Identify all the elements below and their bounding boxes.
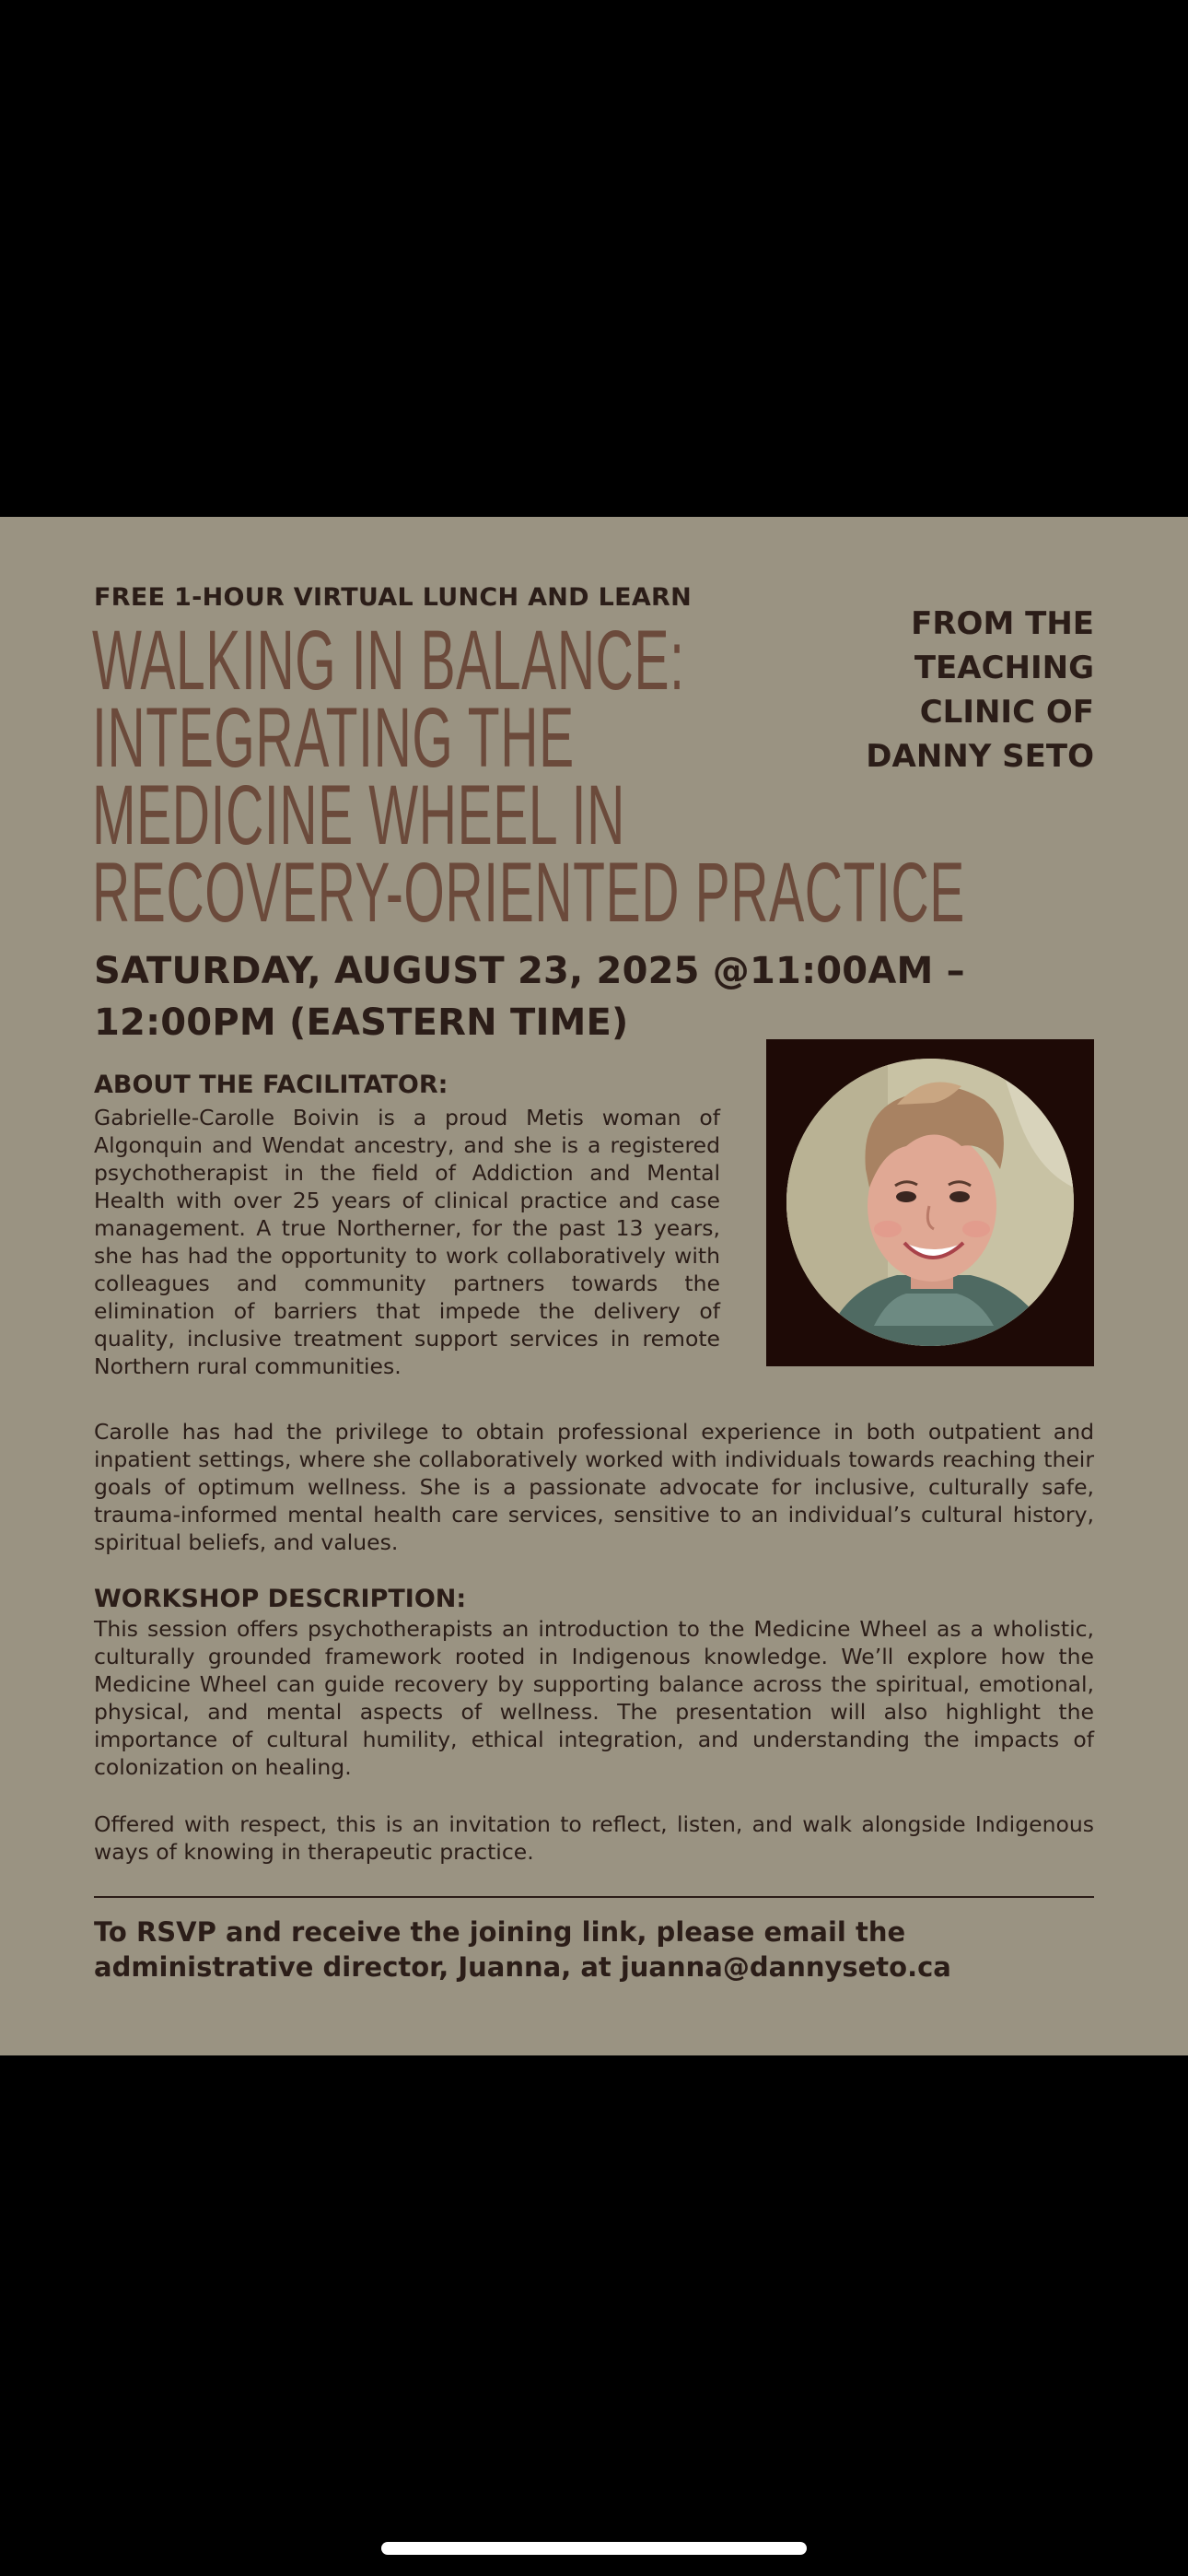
divider xyxy=(94,1896,1094,1898)
host-credit-line: CLINIC OF xyxy=(919,694,1094,731)
facilitator-bio-continued: Carolle has had the privilege to obtain professional experience in both outpatient and inpatient settings, where she collaboratively worked with individuals towards reaching their goals of optimum wellness. She is a passionate advocate for inclusive, culturally safe, trauma-informed mental health care services, sensitive to an individual’s cultural history, spiritual beliefs, and values. xyxy=(94,1419,1094,1555)
title-line: RECOVERY-ORIENTED PRACTICE xyxy=(92,846,965,940)
title-line: INTEGRATING THE xyxy=(92,691,575,785)
host-credit xyxy=(799,602,1094,779)
about-facilitator-heading: ABOUT THE FACILITATOR: xyxy=(94,1071,448,1099)
host-credit-line: TEACHING xyxy=(914,650,1094,686)
event-kicker: FREE 1-HOUR VIRTUAL LUNCH AND LEARN xyxy=(94,583,693,612)
facilitator-photo-frame xyxy=(766,1039,1094,1366)
host-credit-line: DANNY SETO xyxy=(866,738,1094,775)
title-line: MEDICINE WHEEL IN xyxy=(92,768,625,862)
facilitator-photo xyxy=(786,1059,1074,1346)
closing-statement: Offered with respect, this is an invitation to reflect, listen, and walk alongside Indigenous ways of knowing in therapeutic practice. xyxy=(94,1811,1094,1865)
title-line: WALKING IN BALANCE: xyxy=(92,614,685,708)
facilitator-bio: Gabrielle-Carolle Boivin is a proud Metis woman of Algonquin and Wendat ancestry, and she is a registered psychotherapist in the field of Addiction and Mental Health with over 25 years of clinical practice and case management. A true Northerner, for the past 13 years, she has had the opportunity to work collaboratively with colleagues and community partners towards the elimination of barriers that impede the delivery of quality, inclusive treatment support services in remote Northern rural communities. xyxy=(94,1105,720,1379)
event-date: SATURDAY, AUGUST 23, 2025 @11:00AM – 12:00PM (EASTERN TIME) xyxy=(94,950,965,1044)
rsvp-instructions: To RSVP and receive the joining link, please email the administrative director, Juanna, at juanna@dannyseto.ca xyxy=(94,1916,951,1983)
home-indicator[interactable] xyxy=(381,2542,807,2555)
workshop-description-heading: WORKSHOP DESCRIPTION: xyxy=(94,1585,467,1613)
event-flyer xyxy=(0,517,1188,2055)
workshop-description: This session offers psychotherapists an introduction to the Medicine Wheel as a wholistic, culturally grounded framework rooted in Indigenous knowledge. We’ll explore how the Medicine Wheel can guide recovery by supporting balance across the spiritual, emotional, physical, and mental aspects of wellness. The presentation will also highlight the importance of cultural humility, ethical integration, and understanding the impacts of colonization on healing. xyxy=(94,1616,1094,1780)
host-credit-line: FROM THE xyxy=(911,605,1094,642)
facilitator-portrait-illustration xyxy=(786,1059,1074,1346)
